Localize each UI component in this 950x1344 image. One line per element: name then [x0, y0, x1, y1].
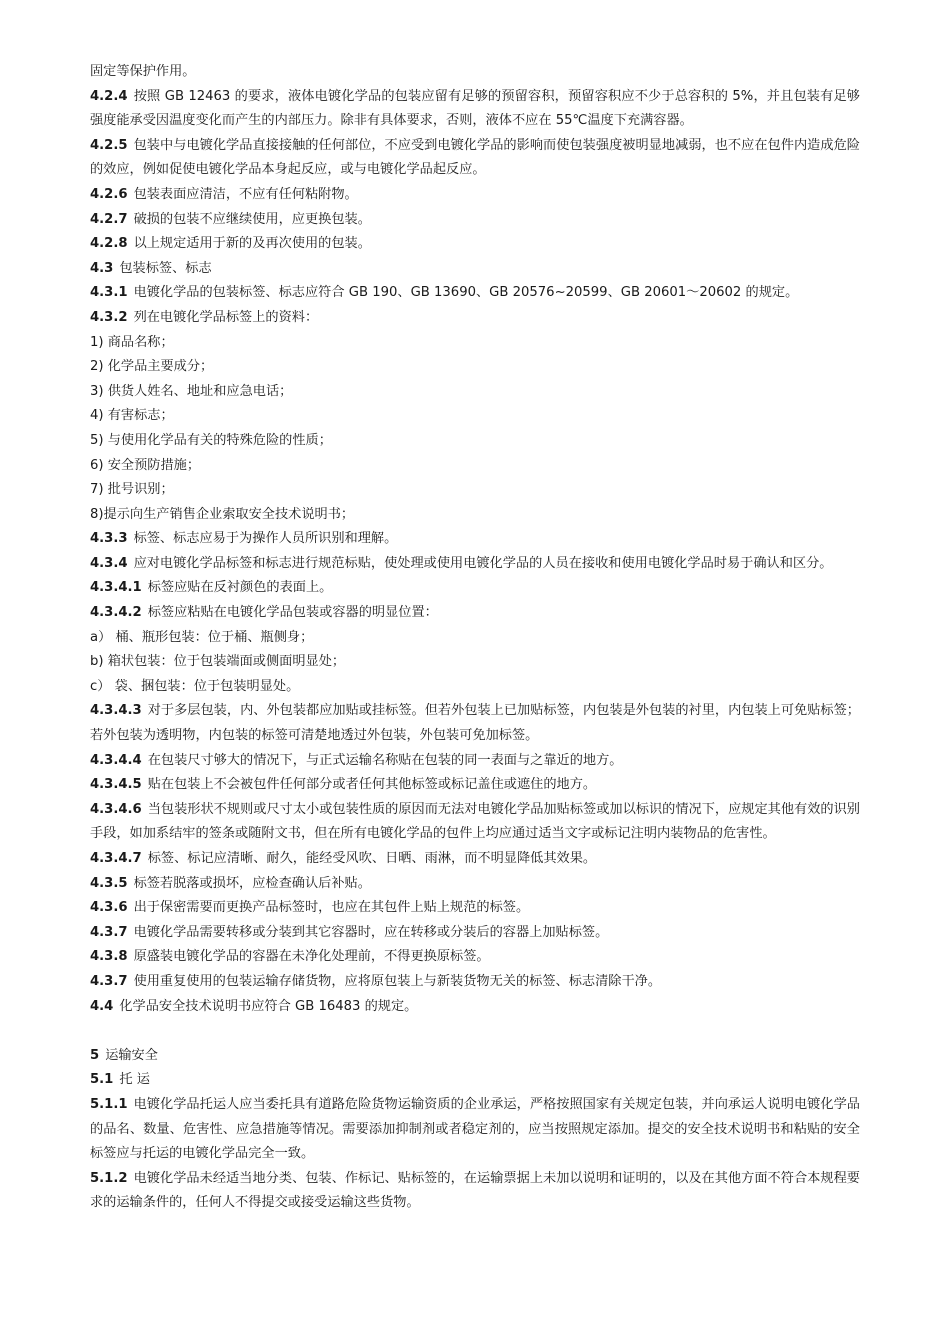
paragraph [90, 650, 860, 675]
paragraph [90, 281, 860, 306]
paragraph-text: 原盛装电镀化学品的容器在未净化处理前，不得更换原标签。 [133, 949, 490, 965]
paragraph-text: 当包装形状不规则或尺寸太小或包装性质的原因而无法对电镀化学品加贴标签或加以标识的情况下，应规定其他有效的识别手段，如加系结牢的签条或随附文书，但在所有电镀化学品的包件上均应通过适当文字或标记注明内装物品的危害性。 [90, 801, 860, 842]
paragraph-text: b) 箱状包装：位于包装端面或侧面明显处； [90, 654, 346, 670]
clause-number: 4.3.2 [90, 309, 128, 325]
paragraph-text: 标签、标志应易于为操作人员所识别和理解。 [133, 531, 398, 547]
paragraph [90, 208, 860, 233]
clause-number: 4.2.7 [90, 211, 128, 227]
paragraph [90, 552, 860, 577]
clause-number: 4.3.7 [90, 924, 128, 940]
clause-number: 4.2.6 [90, 186, 128, 202]
paragraph-text: 电镀化学品的包装标签、标志应符合 GB 190、GB 13690、GB 20576~20599、GB 20601～20602 的规定。 [133, 285, 799, 301]
paragraph-text: 固定等保护作用。 [90, 64, 196, 79]
clause-number: 5.1 [90, 1072, 114, 1088]
paragraph [90, 183, 860, 208]
paragraph [90, 1044, 860, 1069]
paragraph-text: 以上规定适用于新的及再次使用的包装。 [133, 236, 371, 252]
paragraph-text: 8)提示向生产销售企业索取安全技术说明书； [90, 506, 355, 522]
clause-number: 4.2.5 [90, 137, 128, 153]
clause-number: 4.2.8 [90, 236, 128, 252]
paragraph-text: 出于保密需要而更换产品标签时，也应在其包件上贴上规范的标签。 [133, 900, 530, 916]
clause-number: 5.1.1 [90, 1096, 128, 1112]
clause-number: 4.4 [90, 998, 114, 1014]
paragraph [90, 380, 860, 405]
clause-number: 4.3.4.1 [90, 580, 142, 596]
paragraph-text: 破损的包装不应继续使用，应更换包装。 [133, 211, 371, 227]
paragraph-text: 6) 安全预防措施； [90, 457, 201, 473]
clause-number: 4.3.7 [90, 973, 128, 989]
paragraph [90, 675, 860, 700]
paragraph [90, 527, 860, 552]
paragraph [90, 773, 860, 798]
paragraph [90, 503, 860, 528]
paragraph [90, 576, 860, 601]
paragraph-text: 列在电镀化学品标签上的资料： [133, 309, 319, 325]
clause-number: 4.2.4 [90, 88, 128, 104]
paragraph [90, 1093, 860, 1167]
paragraph-text: 按照 GB 12463 的要求，液体电镀化学品的包装应留有足够的预留容积，预留容积应不少于总容积的 5%，并且包装有足够强度能承受因温度变化而产生的内部压力。除非有具体要求，否则，液体不应在 55℃温度下充满容器。 [90, 88, 860, 129]
paragraph-text: 标签、标记应清晰、耐久，能经受风吹、日晒、雨淋，而不明显降低其效果。 [147, 851, 597, 866]
paragraph-text: 7) 批号识别； [90, 482, 174, 498]
paragraph-text: 使用重复使用的包装运输存储货物，应将原包装上与新装货物无关的标签、标志清除干净。 [133, 973, 662, 989]
paragraph-text: 4) 有害标志； [90, 408, 174, 424]
clause-number: 4.3.4.3 [90, 703, 142, 719]
clause-number: 4.3 [90, 260, 114, 276]
paragraph-text: 2) 化学品主要成分； [90, 359, 214, 375]
paragraph-text: 包装标签、标志 [119, 260, 212, 276]
paragraph-text: 3) 供货人姓名、地址和应急电话； [90, 383, 293, 399]
paragraph [90, 478, 860, 503]
paragraph-text: 托 运 [119, 1072, 150, 1088]
paragraph-text: 标签应贴在反衬颜色的表面上。 [147, 580, 333, 596]
paragraph [90, 85, 860, 134]
paragraph-text: 应对电镀化学品标签和标志进行规范标贴，使处理或使用电镀化学品的人员在接收和使用电镀化学品时易于确认和区分。 [133, 555, 833, 571]
paragraph [90, 995, 860, 1020]
clause-number: 4.3.8 [90, 949, 128, 965]
clause-number: 4.3.4.5 [90, 777, 142, 793]
paragraph-text: 对于多层包装，内、外包装都应加贴或挂标签。但若外包装上已加贴标签，内包装是外包装的衬里，内包装上可免贴标签；若外包装为透明物，内包装的标签可清楚地透过外包装，外包装可免加标签。 [90, 703, 860, 744]
paragraph [90, 945, 860, 970]
paragraph-text: 在包装尺寸够大的情况下，与正式运输名称贴在包装的同一表面与之靠近的地方。 [147, 752, 623, 768]
paragraph [90, 601, 860, 626]
clause-number: 4.3.1 [90, 285, 128, 301]
paragraph [90, 699, 860, 748]
clause-number: 4.3.3 [90, 531, 128, 547]
paragraph [90, 1167, 860, 1216]
clause-number: 4.3.5 [90, 875, 128, 891]
paragraph [90, 404, 860, 429]
paragraph [90, 306, 860, 331]
paragraph [90, 847, 860, 872]
paragraph [90, 970, 860, 995]
paragraph [90, 429, 860, 454]
paragraph [90, 749, 860, 774]
paragraph-text: 标签若脱落或损坏，应检查确认后补贴。 [133, 875, 371, 891]
paragraph [90, 798, 860, 847]
paragraph-text: 贴在包装上不会被包件任何部分或者任何其他标签或标记盖住或遮住的地方。 [147, 777, 597, 793]
clause-number: 4.3.4 [90, 555, 128, 571]
clause-number: 4.3.4.2 [90, 605, 142, 621]
paragraph-text: 标签应粘贴在电镀化学品包装或容器的明显位置： [147, 605, 438, 621]
clause-number: 5 [90, 1047, 100, 1063]
paragraph-text: 化学品安全技术说明书应符合 GB 16483 的规定。 [119, 998, 418, 1014]
paragraph [90, 1068, 860, 1093]
paragraph [90, 626, 860, 651]
clause-number: 5.1.2 [90, 1170, 128, 1186]
paragraph-text: 5) 与使用化学品有关的特殊危险的性质； [90, 432, 332, 448]
document-page [90, 60, 860, 1216]
paragraph-text: 1) 商品名称； [90, 334, 174, 350]
clause-number: 4.3.4.6 [90, 801, 142, 817]
paragraph [90, 355, 860, 380]
paragraph-text: 包装中与电镀化学品直接接触的任何部位，不应受到电镀化学品的影响而使包装强度被明显地减弱，也不应在包件内造成危险的效应，例如促使电镀化学品本身起反应，或与电镀化学品起反应。 [90, 137, 860, 178]
clause-number: 4.3.4.7 [90, 851, 142, 866]
paragraph-text: a） 桶、瓶形包装：位于桶、瓶侧身； [90, 629, 314, 645]
paragraph-text: 运输安全 [105, 1047, 158, 1063]
paragraph [90, 896, 860, 921]
paragraph [90, 331, 860, 356]
paragraph [90, 872, 860, 897]
paragraph-spacer [90, 1019, 860, 1044]
paragraph-text: 电镀化学品托运人应当委托具有道路危险货物运输资质的企业承运，严格按照国家有关规定包装，并向承运人说明电镀化学品的品名、数量、危害性、应急措施等情况。需要添加抑制剂或者稳定剂的，应当按照规定添加。提交的安全技术说明书和粘贴的安全标签应与托运的电镀化学品完全一致。 [90, 1096, 860, 1162]
paragraph [90, 60, 860, 85]
paragraph-text: c） 袋、捆包装：位于包装明显处。 [90, 678, 300, 694]
paragraph [90, 134, 860, 183]
paragraph [90, 232, 860, 257]
paragraph [90, 257, 860, 282]
paragraph [90, 921, 860, 946]
clause-number: 4.3.4.4 [90, 752, 142, 768]
clause-number: 4.3.6 [90, 900, 128, 916]
paragraph [90, 454, 860, 479]
paragraph-text: 电镀化学品未经适当地分类、包装、作标记、贴标签的，在运输票据上未加以说明和证明的，以及在其他方面不符合本规程要求的运输条件的，任何人不得提交或接受运输这些货物。 [90, 1170, 860, 1211]
paragraph-text: 电镀化学品需要转移或分装到其它容器时，应在转移或分装后的容器上加贴标签。 [133, 924, 609, 940]
paragraph-text: 包装表面应清洁，不应有任何粘附物。 [133, 186, 358, 202]
